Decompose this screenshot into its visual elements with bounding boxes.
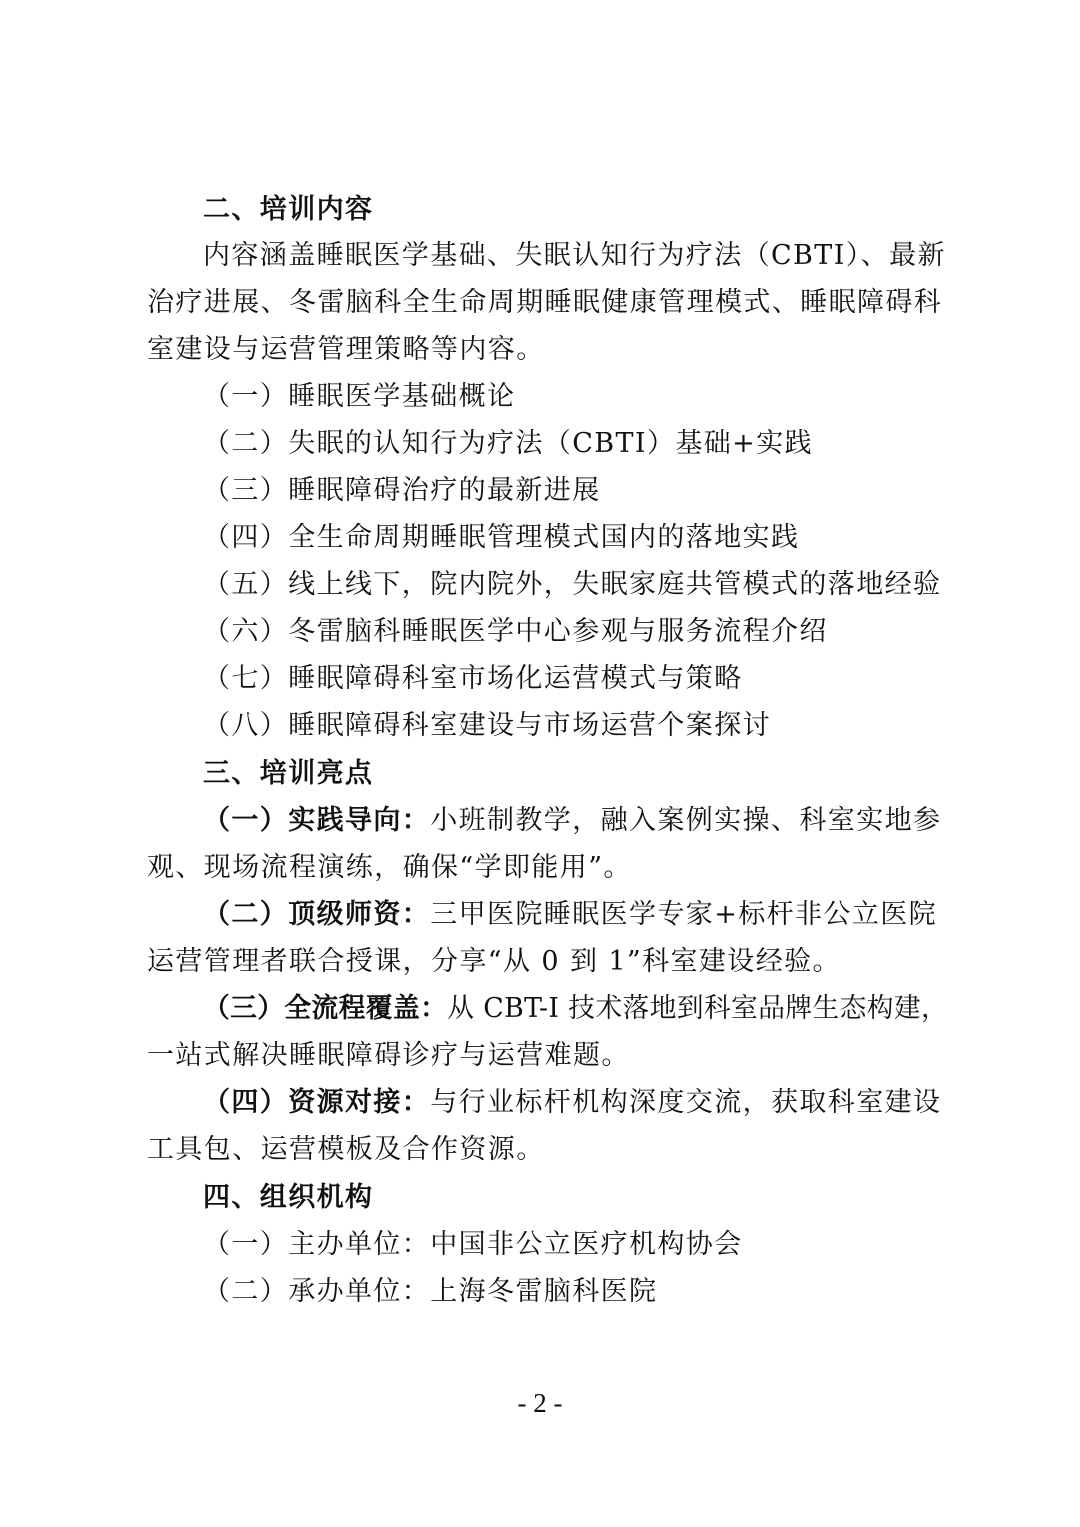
highlight-3-text: 从 CBT-I 技术落地到科室品牌生态构建， bbox=[447, 993, 949, 1024]
organizer-host: （一）主办单位：中国非公立医疗机构协会 bbox=[203, 1229, 743, 1260]
highlight-3-label: （三）全流程覆盖： bbox=[203, 993, 448, 1024]
highlight-3-continuation: 一站式解决睡眠障碍诊疗与运营难题。 bbox=[147, 1040, 630, 1071]
highlight-2-continuation: 运营管理者联合授课，分享“从 0 到 1”科室建设经验。 bbox=[147, 946, 841, 977]
section-2-intro-line-2: 治疗进展、冬雷脑科全生命周期睡眠健康管理模式、睡眠障碍科 bbox=[147, 287, 943, 318]
content-item-4: （四）全生命周期睡眠管理模式国内的落地实践 bbox=[203, 522, 800, 553]
content-item-8: （八）睡眠障碍科室建设与市场运营个案探讨 bbox=[203, 710, 771, 741]
content-item-3: （三）睡眠障碍治疗的最新进展 bbox=[203, 475, 601, 506]
section-2-heading: 二、培训内容 bbox=[203, 194, 374, 225]
highlight-1-label: （一）实践导向： bbox=[203, 805, 431, 836]
highlight-4-continuation: 工具包、运营模板及合作资源。 bbox=[147, 1134, 545, 1165]
content-item-6: （六）冬雷脑科睡眠医学中心参观与服务流程介绍 bbox=[203, 616, 828, 647]
content-item-5: （五）线上线下，院内院外，失眠家庭共管模式的落地经验 bbox=[203, 569, 942, 600]
page-number: - 2 - bbox=[517, 1388, 563, 1418]
organizer-undertaker: （二）承办单位：上海冬雷脑科医院 bbox=[203, 1276, 658, 1307]
highlight-2 bbox=[203, 898, 937, 932]
section-4-heading: 四、组织机构 bbox=[203, 1182, 374, 1213]
highlight-3 bbox=[203, 992, 948, 1026]
highlight-2-label: （二）顶级师资： bbox=[203, 899, 431, 930]
content-item-1: （一）睡眠医学基础概论 bbox=[203, 381, 516, 412]
highlight-1-text: 小班制教学，融入案例实操、科室实地参 bbox=[430, 805, 942, 836]
highlight-4 bbox=[203, 1086, 941, 1120]
section-2-intro-line-1: 内容涵盖睡眠医学基础、失眠认知行为疗法（CBTI）、最新 bbox=[203, 240, 946, 271]
content-item-2: （二）失眠的认知行为疗法（CBTI）基础+实践 bbox=[203, 428, 813, 459]
content-item-7: （七）睡眠障碍科室市场化运营模式与策略 bbox=[203, 663, 743, 694]
highlight-4-text: 与行业标杆机构深度交流，获取科室建设 bbox=[430, 1087, 942, 1118]
highlight-1 bbox=[203, 804, 941, 838]
highlight-2-text: 三甲医院睡眠医学专家+标杆非公立医院 bbox=[430, 899, 938, 930]
section-2-intro-line-3: 室建设与运营管理策略等内容。 bbox=[147, 334, 545, 365]
highlight-1-continuation: 观、现场流程演练，确保“学即能用”。 bbox=[147, 852, 632, 883]
highlight-4-label: （四）资源对接： bbox=[203, 1087, 431, 1118]
section-3-heading: 三、培训亮点 bbox=[203, 758, 374, 789]
